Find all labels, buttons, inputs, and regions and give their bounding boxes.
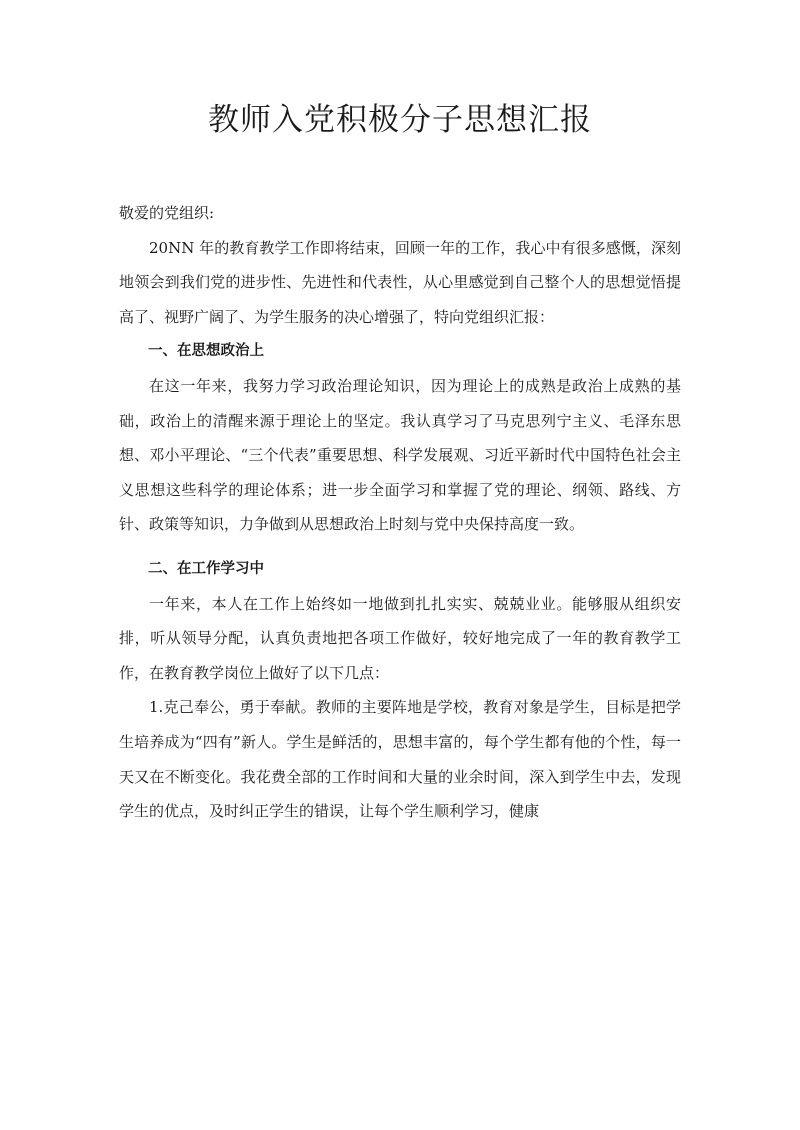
document-title: 教师入党积极分子思想汇报: [208, 102, 592, 138]
section-heading-work: 二、在工作学习中: [148, 560, 264, 577]
politics-paragraph: 在这一年来，我努力学习政治理论知识，因为理论上的成熟是政治上成熟的基础，政治上的清醒来源于理论上的坚定。我认真学习了马克思列宁主义、毛泽东思想、邓小平理论、“三个代表”重要思想、科学发展观、习近平新时代中国特色社会主义思想这些科学的理论体系；进一步全面学习和掌握了党的理论、纲领、路线、方针、政策等知识，力争做到从思想政治上时刻与党中央保持高度一致。: [119, 376, 681, 534]
section-heading-politics: 一、在思想政治上: [148, 343, 264, 360]
work-paragraph: 一年来，本人在工作上始终如一地做到扎扎实实、兢兢业业。能够服从组织安排，听从领导分配，认真负责地把各项工作做好，较好地完成了一年的教育教学工作，在教育教学岗位上做好了以下几点：: [119, 594, 681, 682]
intro-paragraph: 20NN 年的教育教学工作即将结束，回顾一年的工作，我心中有很多感慨，深刻地领会到我们党的进步性、先进性和代表性，从心里感觉到自己整个人的思想觉悟提高了、视野广阔了、为学生服务的决心增强了，特向党组织汇报：: [119, 238, 681, 326]
salutation: 敬爱的党组织:: [119, 204, 215, 222]
work-item-1: 1.克己奉公，勇于奉献。教师的主要阵地是学校，教育对象是学生，目标是把学生培养成为“四有”新人。学生是鲜活的，思想丰富的，每个学生都有他的个性，每一天又在不断变化。我花费全部的工作时间和大量的业余时间，深入到学生中去，发现学生的优点，及时纠正学生的错误，让每个学生顺利学习，健康: [119, 698, 681, 821]
document-body: [119, 196, 681, 829]
